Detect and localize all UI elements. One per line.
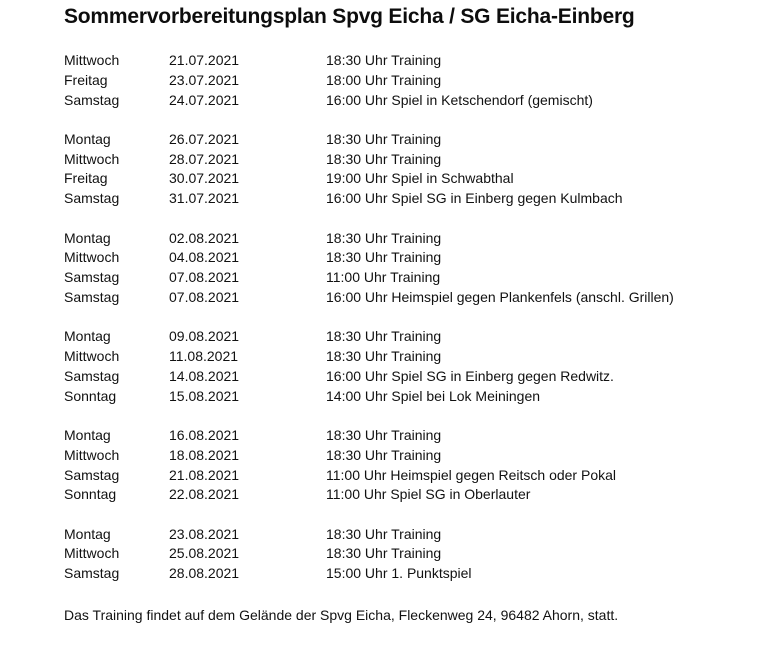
- schedule-group: [64, 426, 744, 505]
- date-cell: 11.08.2021: [169, 348, 239, 365]
- event-cell: 18:30 Uhr Training: [326, 229, 442, 246]
- schedule-row: [64, 367, 744, 387]
- schedule-row: [64, 327, 744, 347]
- schedule-row: [64, 347, 744, 367]
- event-cell: 18:30 Uhr Training: [326, 545, 442, 562]
- event-cell: 11:00 Uhr Spiel SG in Oberlauter: [326, 486, 531, 503]
- day-cell: Montag: [64, 229, 111, 246]
- event-cell: 16:00 Uhr Spiel SG in Einberg gegen Redwitz.: [326, 367, 614, 384]
- event-cell: 19:00 Uhr Spiel in Schwabthal: [326, 170, 514, 187]
- page-title: Sommervorbereitungsplan Spvg Eicha / SG Eicha-Einberg: [64, 5, 635, 28]
- day-cell: Mittwoch: [64, 150, 120, 167]
- schedule-group: [64, 229, 744, 308]
- date-cell: 30.07.2021: [169, 170, 240, 187]
- date-cell: 23.08.2021: [169, 525, 240, 542]
- schedule-group: [64, 327, 744, 406]
- date-cell: 14.08.2021: [169, 367, 240, 384]
- schedule-row: [64, 485, 744, 505]
- event-cell: 18:00 Uhr Training: [326, 71, 442, 88]
- date-cell: 07.08.2021: [169, 288, 240, 305]
- event-cell: 14:00 Uhr Spiel bei Lok Meiningen: [326, 387, 541, 404]
- schedule-group: [64, 130, 744, 209]
- schedule: [64, 51, 744, 604]
- day-cell: Montag: [64, 130, 111, 147]
- event-cell: 18:30 Uhr Training: [326, 328, 442, 345]
- date-cell: 16.08.2021: [169, 426, 240, 443]
- date-cell: 09.08.2021: [169, 328, 240, 345]
- schedule-row: [64, 288, 744, 308]
- event-cell: 18:30 Uhr Training: [326, 525, 442, 542]
- schedule-row: [64, 525, 744, 545]
- schedule-row: [64, 150, 744, 170]
- schedule-row: [64, 446, 744, 466]
- day-cell: Mittwoch: [64, 545, 120, 562]
- schedule-row: [64, 189, 744, 209]
- date-cell: 02.08.2021: [169, 229, 240, 246]
- event-cell: 18:30 Uhr Training: [326, 130, 442, 147]
- event-cell: 18:30 Uhr Training: [326, 426, 442, 443]
- day-cell: Mittwoch: [64, 348, 120, 365]
- schedule-row: [64, 564, 744, 584]
- date-cell: 21.08.2021: [169, 466, 240, 483]
- date-cell: 21.07.2021: [169, 52, 240, 68]
- day-cell: Samstag: [64, 288, 120, 305]
- schedule-group: [64, 51, 744, 110]
- date-cell: 23.07.2021: [169, 71, 240, 88]
- schedule-row: [64, 544, 744, 564]
- day-cell: Samstag: [64, 565, 120, 582]
- day-cell: Samstag: [64, 466, 120, 483]
- schedule-row: [64, 91, 744, 111]
- day-cell: Sonntag: [64, 486, 117, 503]
- day-cell: Sonntag: [64, 387, 117, 404]
- schedule-row: [64, 466, 744, 486]
- schedule-row: [64, 169, 744, 189]
- schedule-row: [64, 426, 744, 446]
- schedule-group: [64, 525, 744, 584]
- event-cell: 18:30 Uhr Training: [326, 446, 442, 463]
- schedule-row: [64, 387, 744, 407]
- event-cell: 15:00 Uhr 1. Punktspiel: [326, 565, 472, 582]
- event-cell: 18:30 Uhr Training: [326, 52, 442, 68]
- date-cell: 31.07.2021: [169, 190, 240, 207]
- schedule-row: [64, 51, 744, 71]
- date-cell: 24.07.2021: [169, 91, 240, 108]
- day-cell: Mittwoch: [64, 52, 120, 68]
- event-cell: 18:30 Uhr Training: [326, 150, 442, 167]
- schedule-row: [64, 229, 744, 249]
- day-cell: Mittwoch: [64, 446, 120, 463]
- day-cell: Montag: [64, 525, 111, 542]
- date-cell: 22.08.2021: [169, 486, 240, 503]
- day-cell: Samstag: [64, 269, 120, 286]
- event-cell: 16:00 Uhr Spiel SG in Einberg gegen Kulmbach: [326, 190, 623, 207]
- schedule-row: [64, 130, 744, 150]
- day-cell: Mittwoch: [64, 249, 120, 266]
- event-cell: 18:30 Uhr Training: [326, 348, 442, 365]
- date-cell: 15.08.2021: [169, 387, 240, 404]
- day-cell: Samstag: [64, 367, 120, 384]
- footer-note: Das Training findet auf dem Gelände der Spvg Eicha, Fleckenweg 24, 96482 Ahorn, statt.: [64, 607, 619, 623]
- schedule-row: [64, 248, 744, 268]
- day-cell: Montag: [64, 328, 111, 345]
- date-cell: 25.08.2021: [169, 545, 240, 562]
- date-cell: 28.07.2021: [169, 150, 240, 167]
- schedule-row: [64, 71, 744, 91]
- event-cell: 11:00 Uhr Training: [326, 269, 441, 286]
- day-cell: Freitag: [64, 170, 108, 187]
- day-cell: Samstag: [64, 190, 120, 207]
- date-cell: 04.08.2021: [169, 249, 240, 266]
- day-cell: Freitag: [64, 71, 108, 88]
- event-cell: 18:30 Uhr Training: [326, 249, 442, 266]
- date-cell: 07.08.2021: [169, 269, 240, 286]
- date-cell: 18.08.2021: [169, 446, 240, 463]
- event-cell: 16:00 Uhr Spiel in Ketschendorf (gemischt): [326, 91, 593, 108]
- day-cell: Montag: [64, 426, 111, 443]
- event-cell: 16:00 Uhr Heimspiel gegen Plankenfels (anschl. Grillen): [326, 288, 674, 305]
- event-cell: 11:00 Uhr Heimspiel gegen Reitsch oder Pokal: [326, 466, 617, 483]
- date-cell: 28.08.2021: [169, 565, 240, 582]
- date-cell: 26.07.2021: [169, 130, 240, 147]
- schedule-row: [64, 268, 744, 288]
- day-cell: Samstag: [64, 91, 120, 108]
